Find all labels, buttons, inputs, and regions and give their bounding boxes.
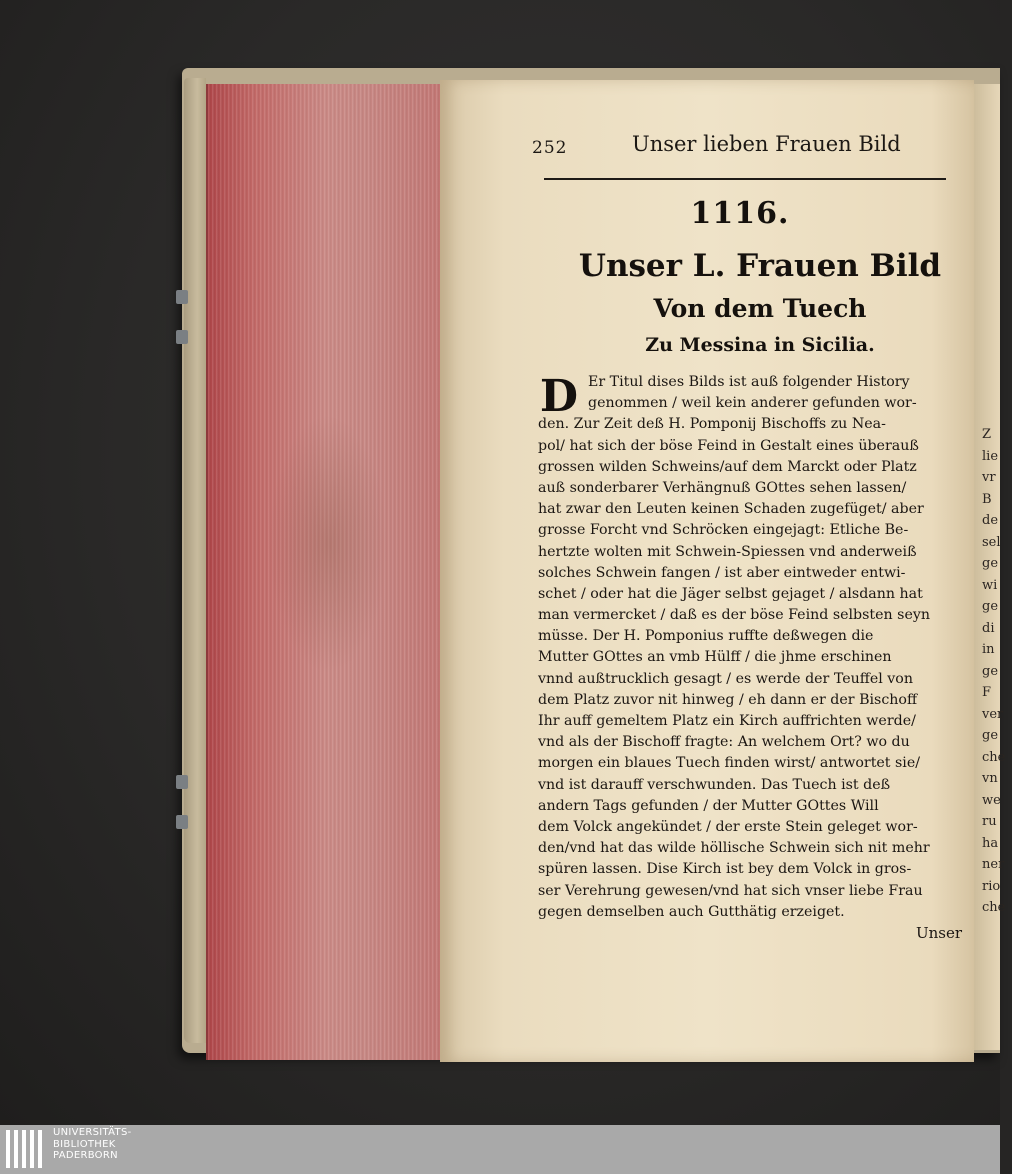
body-line: grosse Forcht vnd Schröcken eingejagt: Etliche Be- [538, 522, 909, 539]
logo-line-3: PADERBORN [53, 1150, 118, 1161]
body-line: vnnd außtrucklich gesagt / es werde der Teuffel von [538, 670, 913, 687]
logo-line-1: UNIVERSITÄTS- [53, 1127, 132, 1138]
book-spine-edge [184, 78, 206, 1043]
next-page-fragment: rio [982, 878, 1001, 894]
next-page-fragment: vr [982, 470, 996, 485]
logo-line-2: BIBLIOTHEK [53, 1138, 116, 1150]
page-number: 252 [532, 138, 568, 158]
entry-location: Zu Messina in Sicilia. [645, 334, 875, 356]
body-line: dem Volck angekündet / der erste Stein geleget wor- [538, 818, 918, 835]
body-line: gegen demselben auch Gutthätig erzeiget. [538, 903, 845, 920]
next-page-text [982, 424, 1012, 919]
body-line: dem Platz zuvor nit hinweg / eh dann er der Bischoff [538, 691, 918, 708]
body-line: solches Schwein fangen / ist aber eintweder entwi- [538, 564, 906, 581]
clasp-icon [176, 330, 188, 344]
next-page-fragment: Z [982, 427, 992, 442]
body-line: schet / oder hat die Jäger selbst gejaget / alsdann hat [538, 585, 923, 602]
next-page-fragment: ge [982, 728, 999, 743]
library-logo-icon [6, 1128, 48, 1170]
next-page-fragment: ge [982, 556, 999, 571]
clasp-icon [176, 775, 188, 789]
body-line: den. Zur Zeit deß H. Pomponij Bischoffs zu Nea- [538, 416, 886, 433]
body-line: man vermercket / daß es der böse Feind selbsten seyn [538, 607, 930, 624]
body-line: ser Verehrung gewesen/vnd hat sich vnser liebe Frau [538, 882, 923, 899]
entry-title: Unser L. Frauen Bild [578, 248, 942, 284]
next-page-fragment: ha [982, 835, 999, 851]
next-page-fragment: in [982, 642, 995, 657]
header-rule [544, 178, 946, 180]
body-line: genommen / weil kein anderer gefunden wor- [588, 395, 917, 412]
next-page-fragment: B [982, 491, 992, 507]
body-line: vnd als der Bischoff fragte: An welchem Ort? wo du [538, 734, 910, 751]
next-page-fragment: sel [982, 534, 1001, 550]
clasp-icon [176, 290, 188, 304]
next-page-fragment: F [982, 685, 992, 700]
entry-number: 1116. [690, 196, 790, 231]
drop-cap: D [539, 371, 579, 422]
next-page-fragment: we [982, 792, 1001, 808]
red-edged-page-block [206, 84, 470, 1060]
next-page-fragment: ge [982, 663, 999, 679]
body-text [538, 372, 952, 923]
body-line: vnd ist darauff verschwunden. Das Tuech ist deß [538, 776, 891, 793]
next-page-fragment: de [982, 513, 999, 528]
next-page-fragment: ner [982, 857, 1005, 872]
library-logo-text [53, 1127, 132, 1162]
catchword: Unser [916, 924, 963, 942]
next-page-fragment: di [982, 620, 995, 636]
body-line: müsse. Der H. Pomponius ruffte deßwegen die [538, 628, 874, 645]
body-line: grossen wilden Schweins/auf dem Marckt oder Platz [538, 458, 917, 475]
body-line: Ihr auff gemeltem Platz ein Kirch auffrichten werde/ [538, 713, 916, 729]
body-line: hertzte wolten mit Schwein-Spiessen vnd anderweiß [538, 543, 917, 560]
body-line: auß sonderbarer Verhängnuß GOttes sehen lassen/ [538, 479, 907, 496]
body-line: pol/ hat sich der böse Feind in Gestalt eines überauß [538, 437, 919, 454]
next-page-fragment: ge [982, 599, 999, 614]
next-page-fragment: ru [982, 814, 997, 829]
body-line: Er Titul dises Bilds ist auß folgender History [588, 374, 910, 390]
running-header: Unser lieben Frauen Bild [632, 132, 901, 156]
body-line: spüren lassen. Dise Kirch ist bey dem Volck in gros- [538, 861, 912, 878]
clasp-icon [176, 815, 188, 829]
entry-subtitle: Von dem Tuech [653, 294, 867, 323]
next-page-edge [974, 84, 1006, 1050]
next-page-fragment: vn [982, 771, 998, 786]
next-page-fragment: wi [982, 577, 998, 593]
body-line: andern Tags gefunden / der Mutter GOttes Will [538, 797, 879, 814]
body-line: den/vnd hat das wilde höllische Schwein sich nit mehr [538, 840, 930, 857]
body-line: hat zwar den Leuten keinen Schaden zugefüget/ aber [538, 501, 924, 518]
footer-bar [0, 1125, 1000, 1174]
next-page-fragment: lie [982, 448, 999, 464]
next-page-fragment: che [982, 749, 1006, 765]
body-line: Mutter GOttes an vmb Hülff / die jhme erschinen [538, 649, 892, 666]
next-page-fragment: che [982, 900, 1006, 915]
body-line: morgen ein blaues Tuech finden wirst/ antwortet sie/ [538, 755, 921, 772]
next-page-fragment: ver [982, 706, 1004, 722]
